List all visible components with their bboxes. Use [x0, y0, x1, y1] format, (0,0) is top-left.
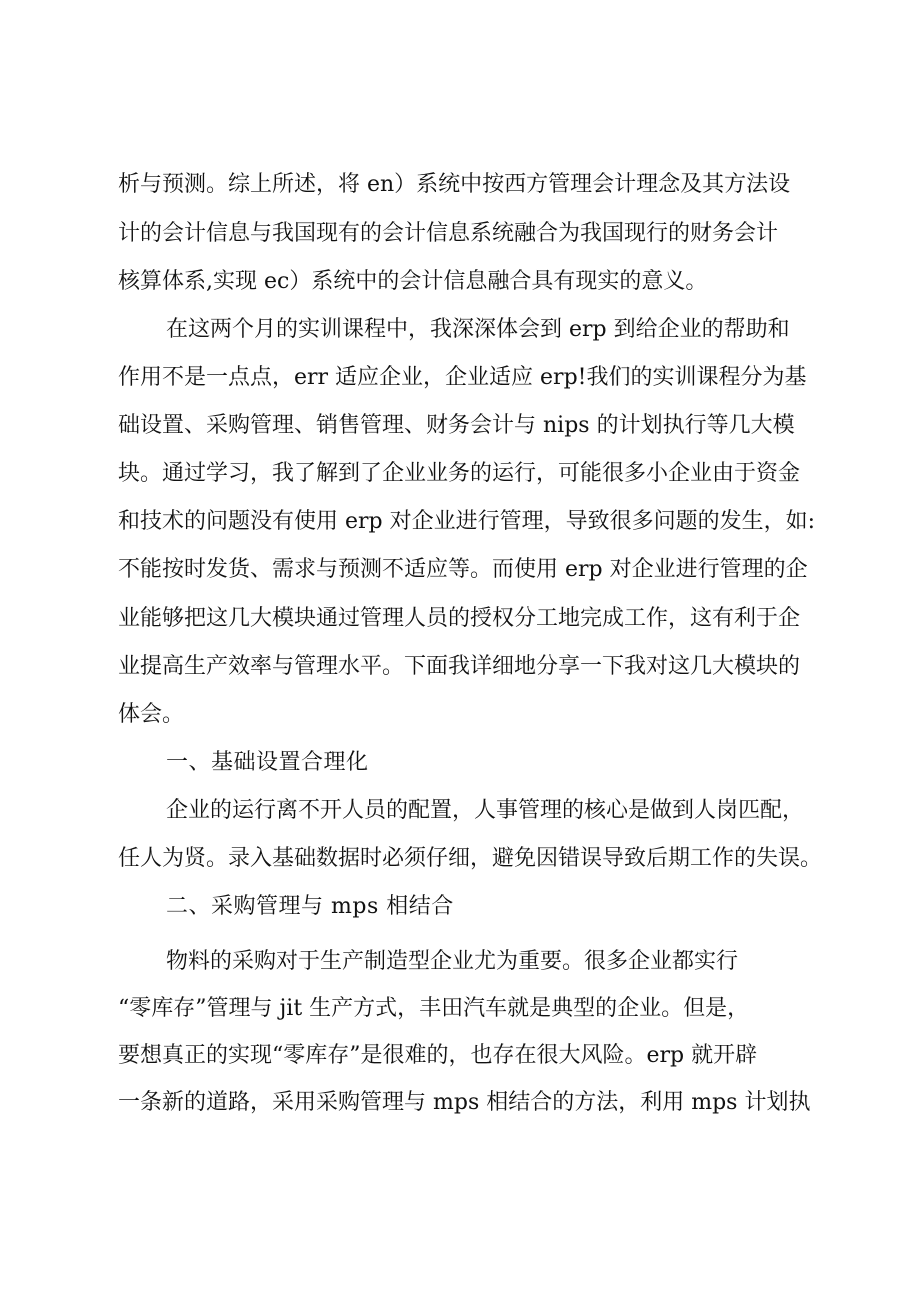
- text-line: “零库存”管理与 jit 生产方式，丰田汽车就是典型的企业。但是，: [118, 996, 750, 1021]
- section-heading-basic-setup: 一、基础设置合理化: [166, 750, 369, 775]
- text-line: 不能按时发货、需求与预测不适应等。而使用 erp 对企业进行管理的企: [118, 557, 808, 582]
- text-line: 核算体系,实现 ec）系统中的会计信息融合具有现实的意义。: [118, 269, 708, 294]
- text-line: 任人为贤。录入基础数据时必须仔细，避免因错误导致后期工作的失误。: [118, 846, 823, 871]
- text-line: 计的会计信息与我国现有的会计信息系统融合为我国现行的财务会计: [118, 221, 779, 246]
- text-line: 作用不是一点点，err 适应企业，企业适应 erp!我们的实训课程分为基: [118, 365, 807, 390]
- text-line: 块。通过学习，我了解到了企业业务的运行，可能很多小企业由于资金: [118, 461, 801, 486]
- text-line: 和技术的问题没有使用 erp 对企业进行管理，导致很多问题的发生，如:: [118, 509, 816, 534]
- text-line: 体会。: [118, 702, 185, 727]
- text-line: 业能够把这几大模块通过管理人员的授权分工地完成工作，这有利于企: [118, 606, 801, 631]
- paragraph-start-line: 在这两个月的实训课程中，我深深体会到 erp 到给企业的帮助和: [166, 317, 790, 342]
- text-line: 业提高生产效率与管理水平。下面我详细地分享一下我对这几大模块的: [118, 654, 801, 679]
- paragraph-start-line: 企业的运行离不开人员的配置，人事管理的核心是做到人岗匹配，: [166, 798, 805, 823]
- section-heading-purchasing-mps: 二、采购管理与 mps 相结合: [166, 894, 454, 919]
- text-line: 一条新的道路，采用采购管理与 mps 相结合的方法，利用 mps 计划执: [118, 1090, 811, 1115]
- text-line: 析与预测。综上所述，将 en）系统中按西方管理会计理念及其方法设: [118, 172, 791, 197]
- text-line: 础设置、采购管理、销售管理、财务会计与 nips 的计划执行等几大模: [118, 413, 795, 438]
- text-line: 要想真正的实现“零库存”是很难的，也存在很大风险。erp 就开辟: [118, 1043, 758, 1068]
- paragraph-start-line: 物料的采购对于生产制造型企业尤为重要。很多企业都实行: [166, 949, 739, 974]
